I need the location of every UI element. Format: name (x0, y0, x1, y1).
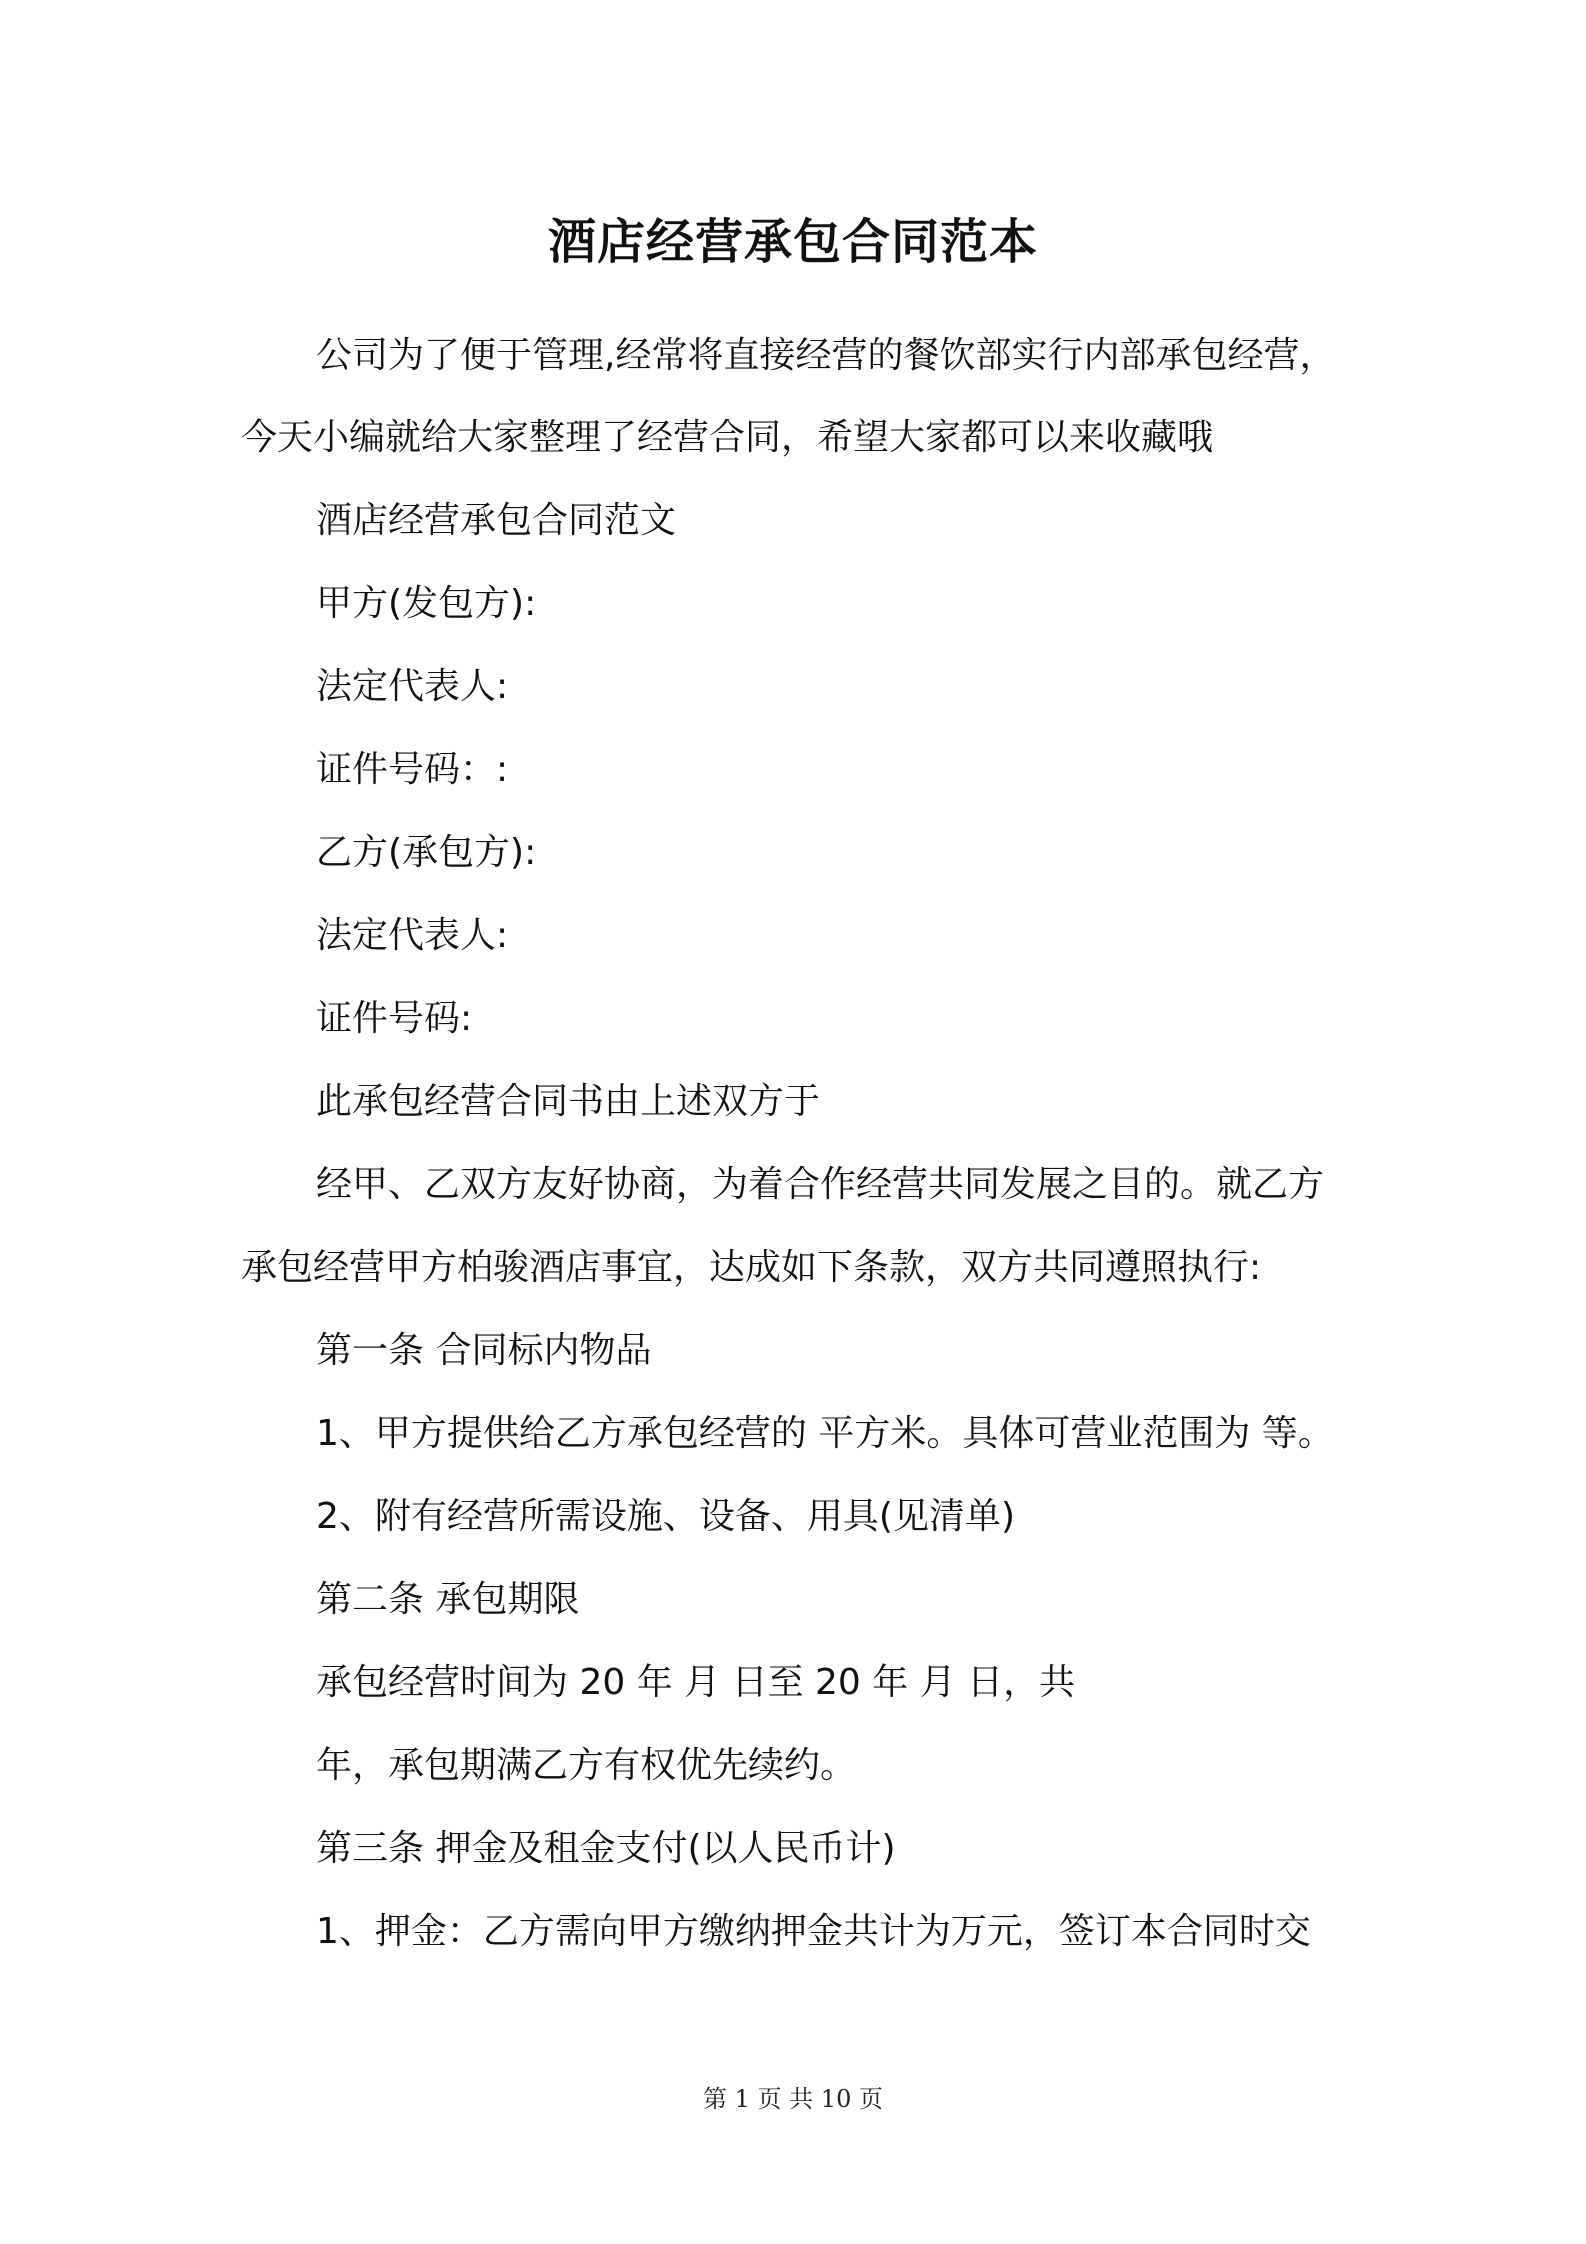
party-b-representative-line: 法定代表人: (316, 915, 509, 956)
party-a-line: 甲方(发包方): (316, 583, 537, 624)
article-two-heading: 第二条 承包期限 (316, 1579, 580, 1620)
article-three-item-1: 1、押金：乙方需向甲方缴纳押金共计为万元，签订本合同时交 (316, 1911, 1311, 1952)
article-one-item-2: 2、附有经营所需设施、设备、用具(见清单) (316, 1496, 1015, 1537)
article-one-item-1: 1、甲方提供给乙方承包经营的 平方米。具体可营业范围为 等。 (316, 1413, 1334, 1454)
article-two-term-line-1: 承包经营时间为 20 年 月 日至 20 年 月 日，共 (316, 1662, 1076, 1703)
party-a-representative-line: 法定代表人: (316, 666, 509, 707)
negotiation-line-2: 承包经营甲方柏骏酒店事宜，达成如下条款，双方共同遵照执行: (241, 1247, 1262, 1288)
negotiation-line-1: 经甲、乙双方友好协商，为着合作经营共同发展之目的。就乙方 (316, 1164, 1325, 1205)
paragraph-intro-line-2: 今天小编就给大家整理了经营合同，希望大家都可以来收藏哦 (241, 417, 1214, 458)
party-b-id-line: 证件号码: (316, 998, 473, 1039)
subtitle-line: 酒店经营承包合同范文 (316, 500, 677, 541)
document-title: 酒店经营承包合同范本 (547, 214, 1038, 270)
paragraph-intro-line-1: 公司为了便于管理,经常将直接经营的餐饮部实行内部承包经营， (316, 335, 1336, 376)
article-two-term-line-2: 年，承包期满乙方有权优先续约。 (316, 1745, 857, 1786)
party-b-line: 乙方(承包方): (316, 832, 537, 873)
party-a-id-line: 证件号码：: (316, 749, 509, 790)
contract-signing-line: 此承包经营合同书由上述双方于 (316, 1081, 821, 1122)
article-one-heading: 第一条 合同标内物品 (316, 1330, 652, 1371)
page-number-footer: 第 1 页 共 10 页 (703, 2085, 883, 2113)
article-three-heading: 第三条 押金及租金支付(以人民币计) (316, 1828, 896, 1869)
